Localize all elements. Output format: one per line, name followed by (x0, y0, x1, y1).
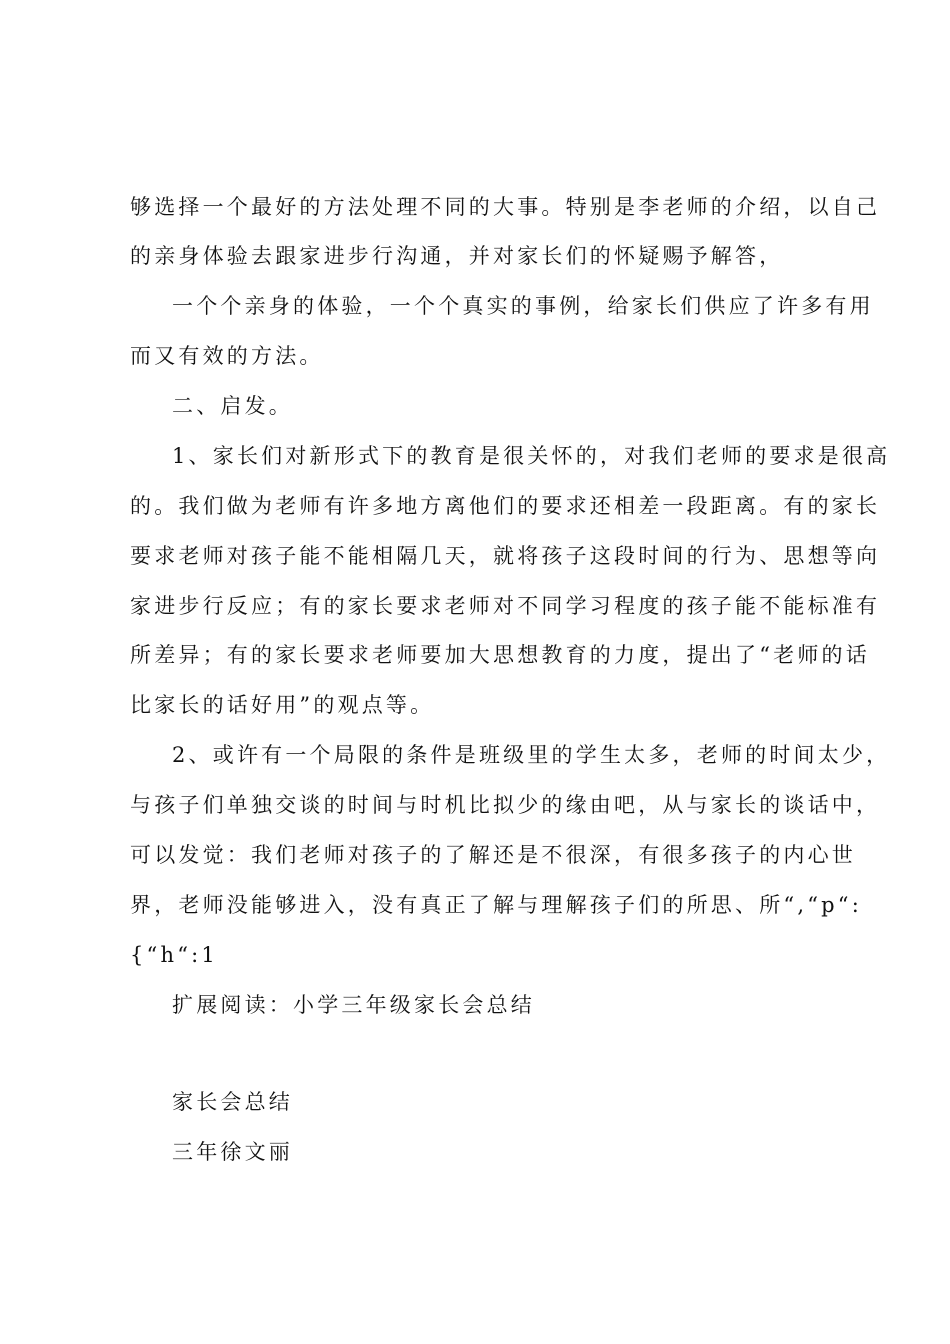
text-line: {“h“:1 (130, 943, 218, 967)
paragraph-first-line: 一个个亲身的体验，一个个真实的事例，给家长们供应了许多有用 (172, 294, 874, 318)
text-line: 而又有效的方法。 (130, 344, 324, 368)
text-line: 所差异；有的家长要求老师要加大思想教育的力度，提出了“老师的话 (130, 643, 870, 667)
text-line: 界，老师没能够进入，没有真正了解与理解孩子们的所思、所“,“p“: (130, 893, 862, 917)
paragraph-first-line: 2、或许有一个局限的条件是班级里的学生太多，老师的时间太少， (172, 743, 891, 767)
paragraph-first-line: 1、家长们对新形式下的教育是很关怀的，对我们老师的要求是很高 (172, 444, 891, 468)
author-line: 三年徐文丽 (172, 1140, 293, 1164)
summary-title: 家长会总结 (172, 1090, 293, 1114)
extended-reading-heading: 扩展阅读：小学三年级家长会总结 (172, 993, 535, 1017)
text-line: 与孩子们单独交谈的时间与时机比拟少的缘由吧，从与家长的谈话中， (130, 793, 881, 817)
section-heading: 二、启发。 (172, 394, 293, 418)
text-line: 可以发觉：我们老师对孩子的了解还是不很深，有很多孩子的内心世 (130, 843, 856, 867)
text-line: 比家长的话好用”的观点等。 (130, 693, 435, 717)
text-line: 要求老师对孩子能不能相隔几天，就将孩子这段时间的行为、思想等向 (130, 544, 881, 568)
text-line: 的。我们做为老师有许多地方离他们的要求还相差一段距离。有的家长 (130, 494, 881, 518)
text-line: 家进步行反应；有的家长要求老师对不同学习程度的孩子能不能标准有 (130, 594, 881, 618)
text-line: 的亲身体验去跟家进步行沟通，并对家长们的怀疑赐予解答， (130, 244, 784, 268)
text-line: 够选择一个最好的方法处理不同的大事。特别是李老师的介绍，以自己 (130, 195, 881, 219)
